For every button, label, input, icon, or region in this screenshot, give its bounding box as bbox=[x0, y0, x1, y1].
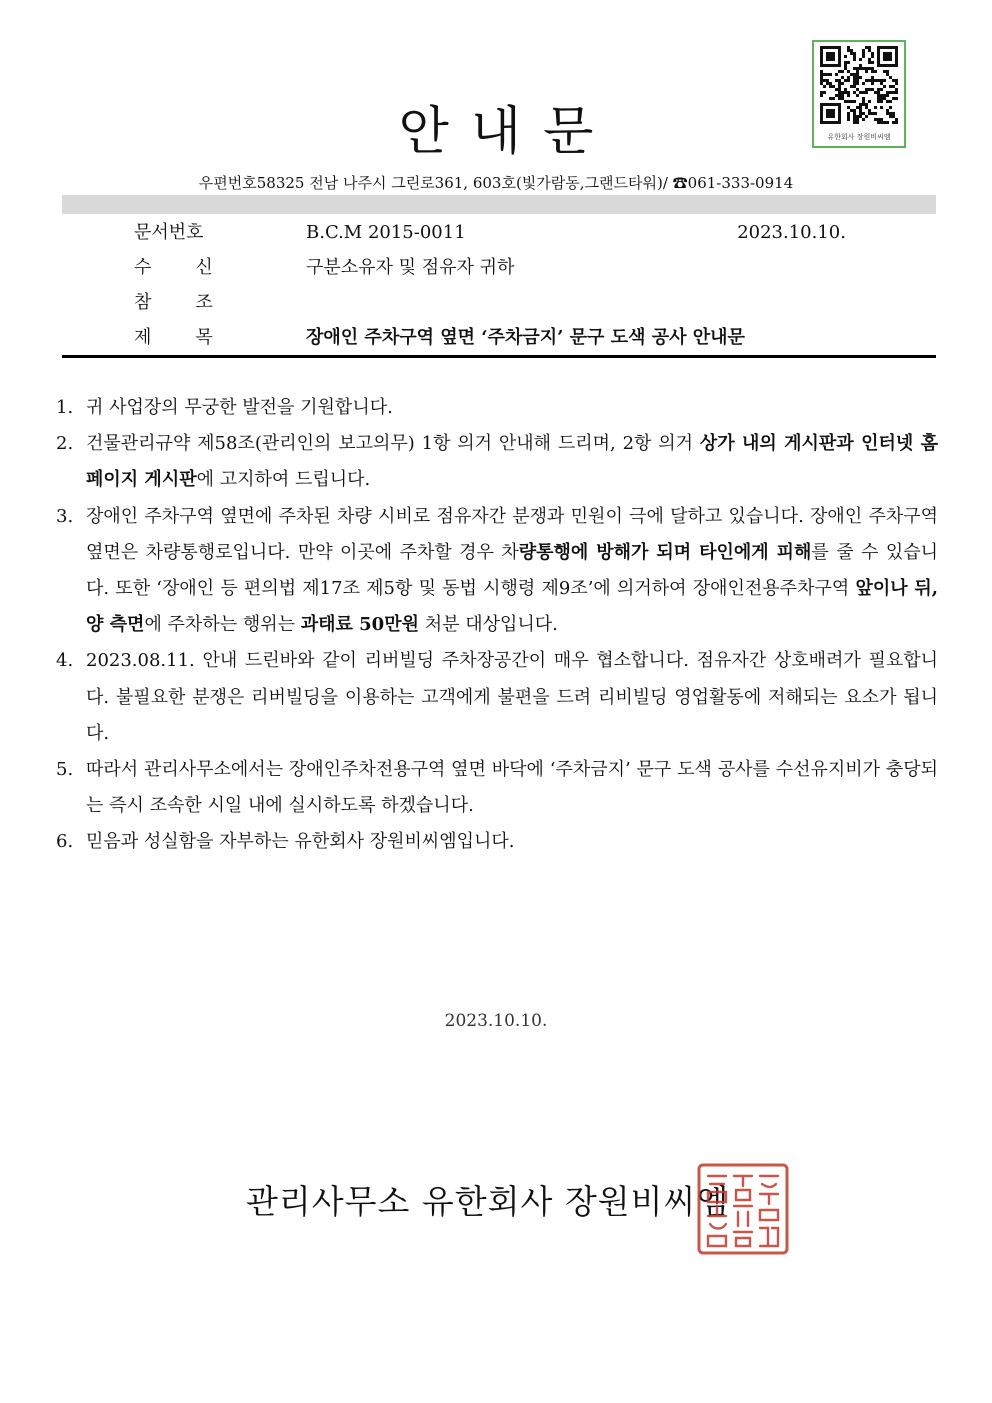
list-item-emphasis: 량통행에 방해가 되며 타인에게 피해 bbox=[518, 541, 812, 563]
list-item-text: 에 주차하는 행위는 bbox=[144, 614, 301, 636]
list-item-number: 6. bbox=[56, 831, 74, 853]
list-item bbox=[56, 752, 938, 824]
list-item-number: 1. bbox=[56, 397, 74, 418]
list-item-number: 3. bbox=[56, 505, 74, 527]
list-item-text: 2023.08.11. 안내 드린바와 같이 리버빌딩 주차장공간이 매우 협소합니다. 점유자간 상호배려가 필요합니다. 불필요한 분쟁은 리버빌딩을 이용하는 고객에게 불편을 드려 리비빌딩 영업활동에 저해되는 요소가 됩니다. bbox=[86, 650, 938, 744]
list-item-text: 장애인 주차구역 옆면에 주차된 차량 시비로 점유자간 분쟁과 민원이 극에 달하고 있습니다. 장애인 주차구역 옆면은 차량통행로입니다. 만약 이곳에 주차할 경우 차 bbox=[86, 505, 938, 563]
document-title: 안내문 bbox=[398, 102, 616, 162]
doc-date: 2023.10.10. bbox=[737, 222, 846, 243]
list-item bbox=[56, 643, 938, 752]
qr-caption: 유한회사 장원비씨엠 bbox=[827, 133, 891, 141]
list-item-text: 귀 사업장의 무궁한 발전을 기원합니다. bbox=[86, 397, 393, 418]
company-seal-icon bbox=[696, 1162, 790, 1256]
list-item bbox=[56, 390, 938, 426]
reference-label: 참조 bbox=[134, 292, 257, 313]
signer-name: 관리사무소 유한회사 장원비씨엠 bbox=[246, 1182, 730, 1221]
header-rule bbox=[62, 355, 936, 358]
footer-date: 2023.10.10. bbox=[444, 1011, 548, 1031]
list-item-text: 를 줄 수 있습니다. 또한 ‘장애인 등 편의법 제17조 제5항 및 동법 시행령 제9조’에 의거하여 장애인전용주차구역 bbox=[86, 541, 938, 600]
subject-label: 제목 bbox=[134, 327, 257, 348]
list-item-text: 믿음과 성실함을 자부하는 유한회사 장원비씨엠입니다. bbox=[86, 831, 515, 853]
meta-row-doc-no bbox=[0, 216, 992, 250]
body-items-list bbox=[56, 390, 938, 861]
list-item-emphasis: 상가 내의 게시판과 인터넷 홈페이지 게시판 bbox=[86, 433, 938, 491]
list-item-number: 2. bbox=[56, 433, 74, 455]
doc-no-label: 문서번호 bbox=[134, 222, 204, 243]
list-item-emphasis: 과태료 50만원 bbox=[300, 614, 419, 636]
list-item-text: 건물관리규약 제58조(관리인의 보고의무) 1항 의거 안내해 드리며, 2항 의거 bbox=[86, 433, 700, 455]
subject-value: 장애인 주차구역 옆면 ‘주차금지’ 문구 도색 공사 안내문 bbox=[306, 327, 745, 348]
list-item bbox=[56, 426, 938, 498]
meta-row-recipient bbox=[0, 251, 992, 285]
header-divider-bar bbox=[62, 195, 936, 214]
list-item bbox=[56, 824, 938, 860]
list-item-text: 처분 대상입니다. bbox=[418, 614, 558, 636]
list-item-text: 에 고지하여 드립니다. bbox=[196, 469, 371, 491]
list-item-text: 따라서 관리사무소에서는 장애인주차전용구역 옆면 바닥에 ‘주차금지’ 문구 도색 공사를 수선유지비가 충당되는 즉시 조속한 시일 내에 실시하도록 하겠습니다. bbox=[86, 759, 938, 817]
sender-address: 우편번호58325 전남 나주시 그린로361, 603호(빛가람동,그랜드타워)/ ☎061-333-0914 bbox=[198, 174, 794, 192]
meta-row-subject bbox=[0, 321, 992, 355]
list-item-emphasis: 앞이나 뒤, 양 측면 bbox=[86, 578, 938, 636]
doc-no-value: B.C.M 2015-0011 bbox=[306, 222, 466, 243]
meta-row-reference bbox=[0, 286, 992, 320]
list-item-number: 4. bbox=[56, 650, 74, 672]
recipient-label: 수신 bbox=[134, 257, 257, 278]
list-item-number: 5. bbox=[56, 759, 74, 781]
list-item bbox=[56, 499, 938, 644]
recipient-value: 구분소유자 및 점유자 귀하 bbox=[306, 257, 515, 278]
